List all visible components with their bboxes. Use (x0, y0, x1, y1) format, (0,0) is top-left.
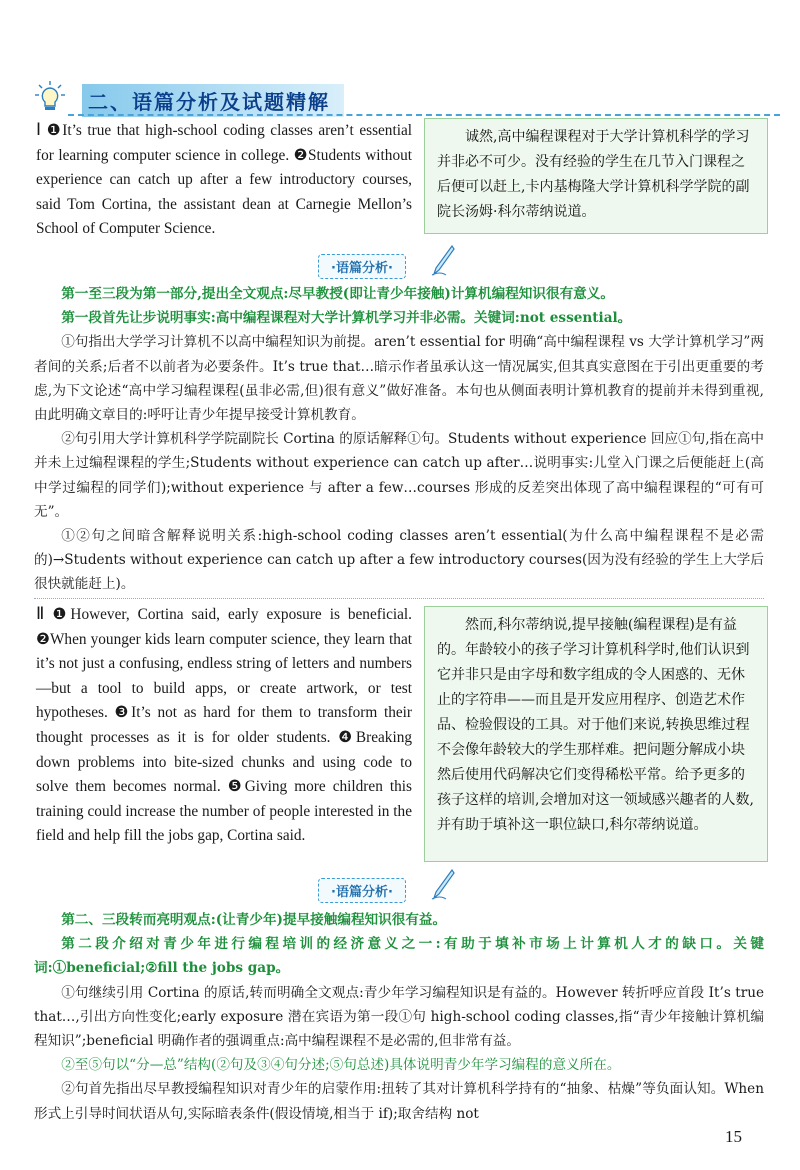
analysis-line: 第一段首先让步说明事实:高中编程课程对大学计算机学习并非必需。关键词:not essential。 (61, 310, 632, 327)
analysis-tag-label: ·语篇分析· (318, 878, 406, 903)
analysis-tag-1 (318, 252, 468, 280)
part2-chinese-box (424, 606, 768, 862)
analysis-tag-2 (318, 876, 468, 904)
part1-chinese-text: 诚然,高中编程课程对于大学计算机科学的学习并非必不可少。没有经验的学生在几节入门课程之后便可以赶上,卡内基梅隆大学计算机科学学院的副院长汤姆·科尔蒂纳说道。 (437, 129, 750, 220)
part2-chinese-text: 然而,科尔蒂纳说,提早接触(编程课程)是有益的。年龄较小的孩子学习计算机科学时,他们认识到它并非只是由字母和数字组成的令人困惑的、无休止的字符串——而且是开发应用程序、创造艺术作品、检验假设的工具。对于他们来说,转换思维过程不会像年龄较大的学生那样难。把问题分解成小块然后使用代码解决它们变得稀松平常。给予更多的孩子这样的培训,会增加对这一领域感兴趣者的人数,并有助于填补这一职位缺口,科尔蒂纳说道。 (437, 617, 754, 833)
part1-chinese-box (424, 118, 768, 234)
analysis-line: ①②句之间暗含解释说明关系:high-school coding classes aren’t essential(为什么高中编程课程不是必需的)→Students without experience can catch up after a few introductory courses(因为没有经验的学生上大学后很快就能赶上)。 (34, 528, 764, 593)
analysis-line: ②句引用大学计算机科学学院副院长 Cortina 的原话解释①句。Students without experience 回应①句,指在高中并未上过编程课程的学生;Students without experience can catch up after…说明事实:儿堂入门课之后便能赶上(高中学过编程的同学们);without experience 与 after a few…courses 形成的反差突出体现了高中编程课程的“可有可无”。 (34, 431, 764, 520)
part1-analysis (34, 282, 764, 597)
pen-icon (430, 244, 456, 276)
analysis-line: 第一至三段为第一部分,提出全文观点:尽早教授(即让青少年接触)计算机编程知识很有意义。 (61, 286, 614, 302)
header-divider (68, 114, 780, 116)
analysis-tag-label: ·语篇分析· (318, 254, 406, 279)
lightbulb-icon (34, 80, 66, 114)
section-title: 二、语篇分析及试题精解 (82, 84, 344, 117)
analysis-line: 第二、三段转而亮明观点:(让青少年)提早接触编程知识很有益。 (61, 912, 447, 928)
analysis-line: ①句继续引用 Cortina 的原话,转而明确全文观点:青少年学习编程知识是有益的。However 转折呼应首段 It’s true that…,引出方向性变化;early exposure 潜在宾语为第一段①句 high-school coding classes,指“青少年接触计算机编程知识”;beneficial 明确作者的强调重点:高中编程课程不是必需的,但非常有益。 (34, 984, 764, 1050)
part1-english (36, 118, 412, 242)
analysis-line: ①句指出大学学习计算机不以高中编程知识为前提。aren’t essential for 明确“高中编程课程 vs 大学计算机学习”两者间的关系;后者不以前者为必要条件。It’s true that…暗示作者虽承认这一情况属实,但其真实意图在于引出更重要的考虑,为下文论述“高中学习编程课程(虽非必需,但)很有意义”做好准备。本句也从侧面表明计算机教育的提前并未得到重视,由此明确文章目的:呼吁让青少年提早接受计算机教育。 (34, 334, 764, 424)
analysis-line: 第二段介绍对青少年进行编程培训的经济意义之一:有助于填补市场上计算机人才的缺口。关键词:①beneficial;②fill the jobs gap。 (34, 936, 764, 977)
divider (34, 598, 764, 599)
part2-analysis (34, 908, 764, 1126)
part1-english-text: ❶It’s true that high-school coding classes aren’t essential for learning computer science in college. ❷Students without experience can catch up after a few introductory courses, said Tom Cortina, the assistant dean at Carnegie Mellon’s School of Computer Science. (36, 122, 412, 238)
part2-english (36, 602, 412, 849)
section-header (28, 80, 780, 116)
analysis-line: ②至⑤句以“分—总”结构(②句及③④句分述;⑤句总述)具体说明青少年学习编程的意义所在。 (61, 1057, 621, 1074)
part2-english-text: ❶However, Cortina said, early exposure is beneficial. ❷When younger kids learn computer science, they learn that it’s not just a confusing, endless string of letters and numbers—but a tool to build apps, or create artwork, or test hypotheses. ❸It’s not as hard for them to transform their thought processes as it is for older students. ❹Breaking down problems into bite-sized chunks and using code to solve them becomes normal. ❺Giving more children this training could increase the number of people interested in the field and help fill the jobs gap, Cortina said. (36, 606, 412, 845)
page-number: 15 (725, 1127, 742, 1146)
part2-roman: Ⅱ (36, 604, 49, 623)
analysis-line: ②句首先指出尽早教授编程知识对青少年的启蒙作用:扭转了其对计算机科学持有的“抽象、枯燥”等负面认知。When 形式上引导时间状语从句,实际暗表条件(假设情境,相当于 if);取舍结构 not (34, 1081, 764, 1122)
pen-icon (430, 868, 456, 900)
part1-roman: Ⅰ (36, 120, 43, 139)
